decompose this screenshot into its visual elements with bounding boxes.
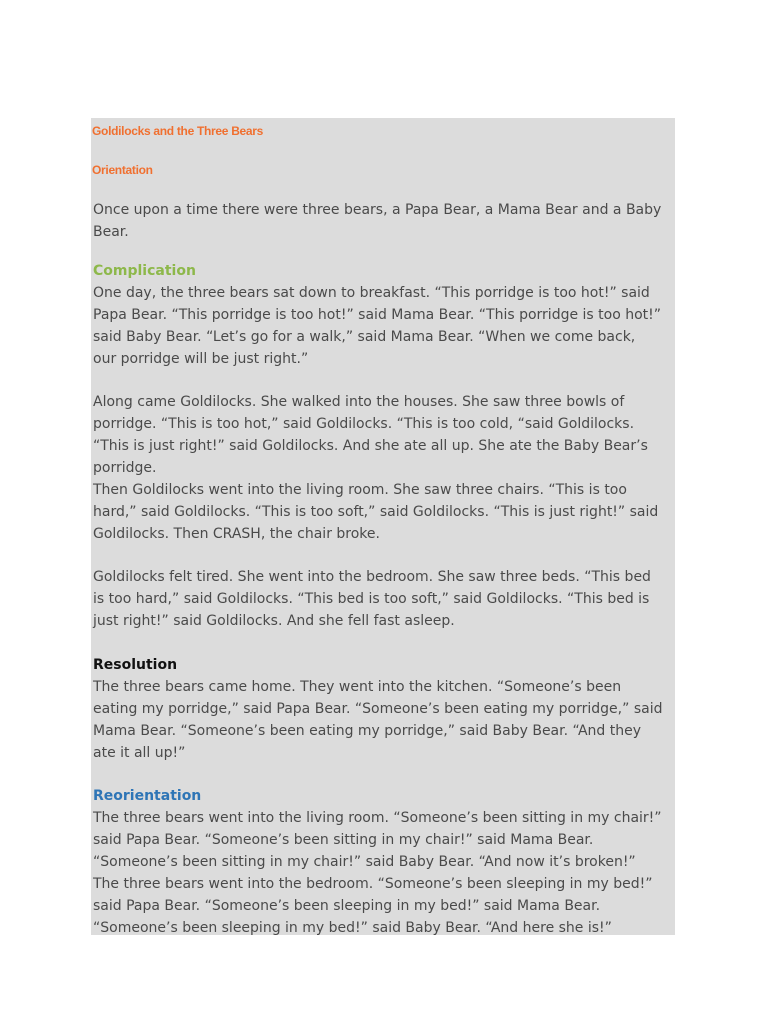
text-line: Along came Goldilocks. She walked into the houses. She saw three bowls of <box>93 394 625 410</box>
complication-paragraph-2 <box>93 391 675 545</box>
resolution-paragraph <box>93 676 675 764</box>
text-line: “This is just right!” said Goldilocks. And she ate all up. She ate the Baby Bear’s <box>93 438 648 454</box>
reorientation-paragraph <box>93 807 675 935</box>
complication-heading: Complication <box>93 263 196 279</box>
text-line: eating my porridge,” said Papa Bear. “Someone’s been eating my porridge,” said <box>93 701 663 717</box>
orientation-heading: Orientation <box>92 163 153 177</box>
text-line: Once upon a time there were three bears, a Papa Bear, a Mama Bear and a Baby <box>93 202 662 218</box>
text-line: The three bears went into the bedroom. “Someone’s been sleeping in my bed!” <box>93 876 653 892</box>
text-line: ate it all up!” <box>93 745 186 761</box>
complication-paragraph-3 <box>93 566 675 632</box>
text-line: is too hard,” said Goldilocks. “This bed is too soft,” said Goldilocks. “This bed is <box>93 591 650 607</box>
text-line: Mama Bear. “Someone’s been eating my porridge,” said Baby Bear. “And they <box>93 723 642 739</box>
text-line: The three bears came home. They went into the kitchen. “Someone’s been <box>93 679 622 695</box>
text-line: said Papa Bear. “Someone’s been sitting in my chair!” said Mama Bear. <box>93 832 594 848</box>
text-line: One day, the three bears sat down to breakfast. “This porridge is too hot!” said <box>93 285 650 301</box>
text-line: said Papa Bear. “Someone’s been sleeping in my bed!” said Mama Bear. <box>93 898 601 914</box>
text-line: The three bears went into the living room. “Someone’s been sitting in my chair!” <box>93 810 662 826</box>
text-line: “Someone’s been sitting in my chair!” said Baby Bear. “And now it’s broken!” <box>93 854 636 870</box>
text-line: Goldilocks felt tired. She went into the bedroom. She saw three beds. “This bed <box>93 569 651 585</box>
text-line: our porridge will be just right.” <box>93 351 309 367</box>
text-line: porridge. <box>93 460 157 476</box>
text-line: “Someone’s been sleeping in my bed!” said Baby Bear. “And here she is!” <box>93 920 612 935</box>
text-line: hard,” said Goldilocks. “This is too soft,” said Goldilocks. “This is just right!” said <box>93 504 659 520</box>
text-line: just right!” said Goldilocks. And she fell fast asleep. <box>93 613 455 629</box>
text-line: Goldilocks. Then CRASH, the chair broke. <box>93 526 380 542</box>
document-title: Goldilocks and the Three Bears <box>92 124 264 138</box>
document-page <box>91 118 675 935</box>
complication-paragraph-1 <box>93 282 675 370</box>
text-line: Then Goldilocks went into the living room. She saw three chairs. “This is too <box>93 482 627 498</box>
text-line: Bear. <box>93 224 129 240</box>
orientation-paragraph <box>93 199 675 243</box>
text-line: Papa Bear. “This porridge is too hot!” said Mama Bear. “This porridge is too hot!” <box>93 307 662 323</box>
text-line: porridge. “This is too hot,” said Goldilocks. “This is too cold, “said Goldilocks. <box>93 416 635 432</box>
text-line: said Baby Bear. “Let’s go for a walk,” said Mama Bear. “When we come back, <box>93 329 636 345</box>
resolution-heading: Resolution <box>93 657 178 673</box>
reorientation-heading: Reorientation <box>93 788 202 804</box>
